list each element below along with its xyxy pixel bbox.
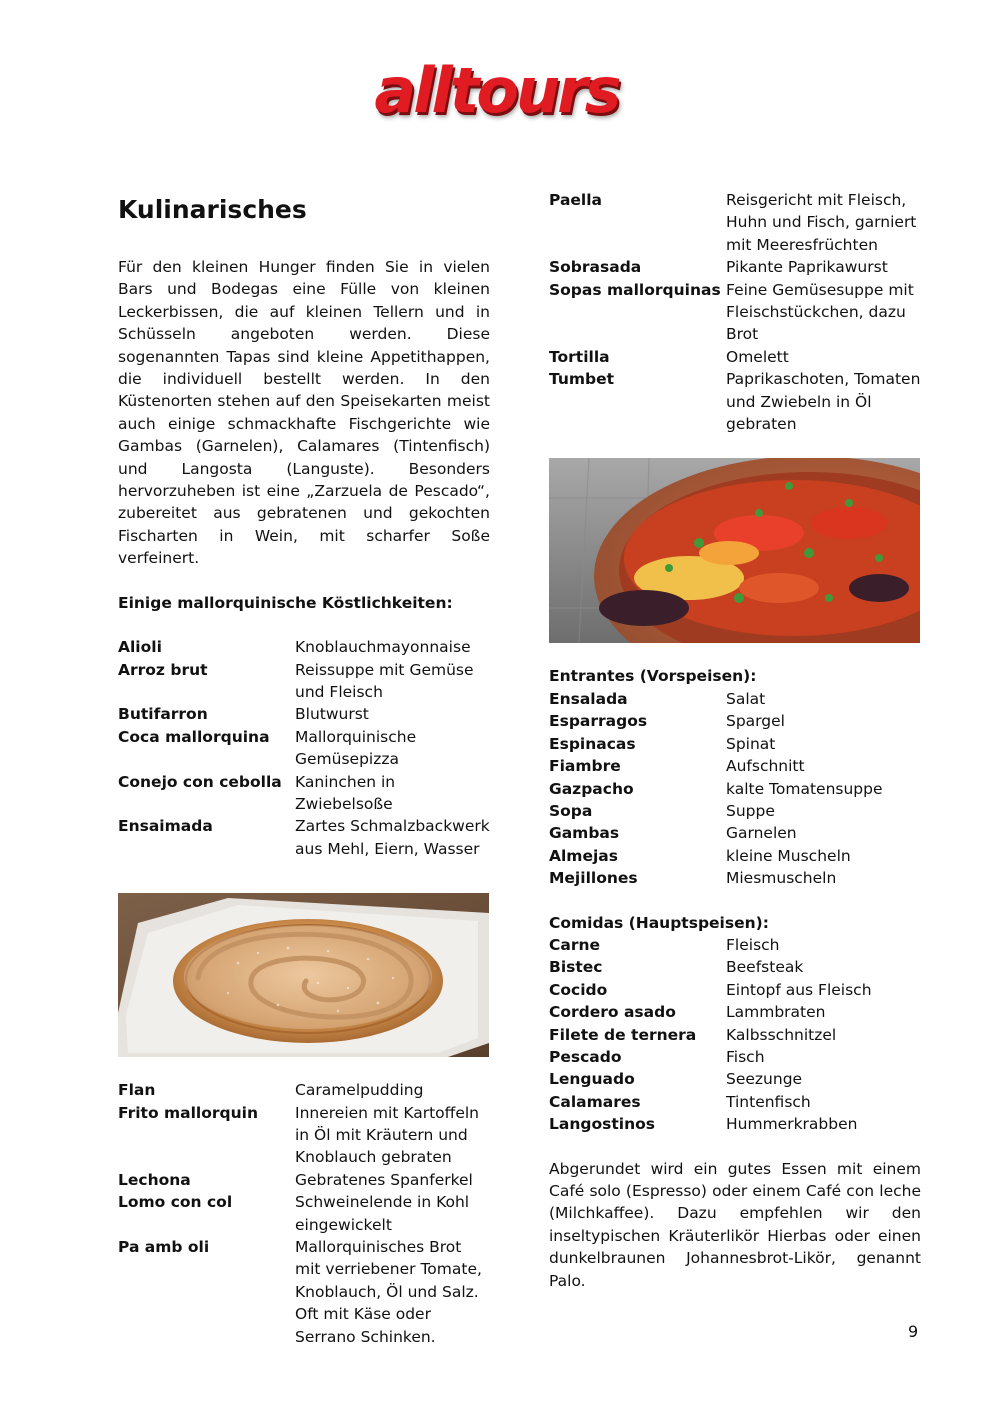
glossary-description: Schweinelende in Kohl eingewickelt [295, 1193, 470, 1234]
glossary-row [549, 688, 921, 710]
mains-table [549, 934, 921, 1136]
intro-paragraph: Für den kleinen Hunger finden Sie in vielen Bars und Bodegas eine Fülle von kleinen Leckerbissen, die auf kleinen Tellern und in Schüsseln angeboten werden. Diese sogenannten Tapas sind kleine Appetithappen, die individuell bestellt werden. In den Küstenorten stehen auf den Speisekarten meist auch einige schmackhafte Fischgerichte wie Gambas (Garnelen), Calamares (Tintenfisch) und Langosta (Languste). Besonders hervorzuheben ist eine „Zarzuela de Pescado“, zubereitet aus gebratenen und gekochten Fischarten in Wein, mit scharfer Soße verfeinert. [118, 258, 490, 568]
glossary-term: Lenguado [549, 1070, 635, 1089]
glossary-description: Zartes Schmalzbackwerk aus Mehl, Eiern, Wasser [295, 817, 490, 858]
glossary-row [549, 822, 921, 844]
glossary-description: Reisgericht mit Fleisch, Huhn und Fisch, garniert mit Meeresfrüchten [726, 191, 917, 254]
glossary-row [549, 845, 921, 867]
page-number: 9 [908, 1322, 919, 1341]
glossary-description: Aufschnitt [726, 757, 805, 776]
glossary-description: Paprikaschoten, Tomaten und Zwiebeln in Öl gebraten [726, 370, 921, 434]
glossary-description: Eintopf aus Fleisch [726, 980, 872, 999]
glossary-term: Flan [118, 1081, 156, 1100]
glossary-row [118, 1169, 490, 1191]
glossary-description: Kalbsschnitzel [726, 1025, 837, 1044]
glossary-description: Reissuppe mit Gemüse und Fleisch [295, 660, 474, 701]
glossary-description: Salat [726, 689, 766, 708]
delicacies-heading: Einige mallorquinische Köstlichkeiten: [118, 593, 453, 612]
glossary-row [549, 279, 921, 346]
glossary-term: Cocido [549, 980, 608, 999]
glossary-row [118, 815, 490, 860]
glossary-description: Suppe [726, 801, 775, 820]
right-column [549, 189, 921, 1292]
glossary-term: Gazpacho [549, 779, 634, 798]
glossary-description: Spargel [726, 712, 785, 731]
glossary-description: Fleisch [726, 935, 780, 954]
glossary-term: Frito mallorquin [118, 1103, 259, 1122]
glossary-table-c [549, 189, 921, 435]
glossary-description: Seezunge [726, 1070, 803, 1089]
glossary-term: Ensalada [549, 689, 628, 708]
glossary-term: Gambas [549, 824, 620, 843]
glossary-row [549, 189, 921, 256]
glossary-description: Pikante Paprikawurst [726, 258, 888, 277]
left-column [118, 190, 490, 1348]
glossary-row [549, 1046, 921, 1068]
glossary-term: Lechona [118, 1170, 191, 1189]
glossary-term: Esparragos [549, 712, 648, 731]
glossary-description: kleine Muscheln [726, 846, 851, 865]
glossary-row [549, 256, 921, 278]
glossary-description: kalte Tomatensuppe [726, 779, 883, 798]
glossary-term: Paella [549, 191, 603, 209]
glossary-description: Spinat [726, 734, 776, 753]
glossary-description: Tintenfisch [726, 1092, 811, 1111]
glossary-row [549, 934, 921, 956]
glossary-description: Kaninchen in Zwiebelsoße [295, 772, 396, 813]
glossary-row [549, 1001, 921, 1023]
glossary-term: Lomo con col [118, 1193, 233, 1212]
glossary-row [118, 703, 490, 725]
glossary-row [549, 755, 921, 777]
glossary-row [549, 867, 921, 889]
glossary-row [118, 1102, 490, 1169]
glossary-row [118, 1191, 490, 1236]
glossary-term: Tumbet [549, 370, 615, 389]
glossary-row [118, 726, 490, 771]
glossary-row [549, 979, 921, 1001]
mains-heading: Comidas (Hauptspeisen): [549, 913, 769, 932]
glossary-row [118, 1236, 490, 1348]
glossary-term: Sopas mallorquinas [549, 280, 721, 299]
glossary-row [549, 346, 921, 368]
glossary-description: Gebratenes Spanferkel [295, 1170, 473, 1189]
starters-table [549, 688, 921, 890]
glossary-description: Fisch [726, 1047, 765, 1066]
glossary-term: Filete de ternera [549, 1025, 697, 1044]
glossary-row [549, 956, 921, 978]
logo-wordmark: alltours [374, 54, 619, 127]
glossary-term: Butifarron [118, 705, 208, 724]
glossary-row [118, 636, 490, 658]
glossary-row [549, 1024, 921, 1046]
glossary-term: Tortilla [549, 347, 610, 366]
glossary-description: Lammbraten [726, 1003, 826, 1022]
glossary-term: Alioli [118, 638, 162, 657]
glossary-row [118, 659, 490, 704]
glossary-description: Omelett [726, 347, 789, 366]
glossary-term: Carne [549, 935, 601, 954]
glossary-row [549, 368, 921, 435]
glossary-description: Mallorquinische Gemüsepizza [295, 727, 417, 769]
ensaimada-photo [118, 893, 489, 1057]
glossary-row [549, 1091, 921, 1113]
glossary-table-a [118, 636, 490, 860]
glossary-description: Innereien mit Kartoffeln in Öl mit Kräutern und Knoblauch gebraten [295, 1103, 479, 1167]
glossary-term: Calamares [549, 1092, 641, 1111]
glossary-description: Garnelen [726, 824, 797, 843]
page-title: Kulinarisches [118, 195, 307, 224]
glossary-term: Almejas [549, 846, 618, 865]
glossary-term: Arroz brut [118, 660, 208, 679]
glossary-term: Fiambre [549, 757, 621, 776]
glossary-description: Feine Gemüsesuppe mit Fleischstückchen, dazu Brot [726, 280, 914, 344]
glossary-row [549, 733, 921, 755]
glossary-term: Espinacas [549, 734, 636, 753]
tumbet-photo [549, 458, 920, 643]
glossary-description: Hummerkrabben [726, 1115, 858, 1134]
glossary-row [549, 1113, 921, 1135]
outro-paragraph: Abgerundet wird ein gutes Essen mit einem Café solo (Espresso) oder einem Café con leche (Milchkaffee). Dazu empfehlen wir den inseltypischen Kräuterlikör Hierbas oder einen dunkelbraunen Johannesbrot-Likör, genannt Palo. [549, 1159, 921, 1290]
alltours-logo [0, 54, 993, 127]
glossary-term: Mejillones [549, 869, 638, 888]
glossary-row [118, 1079, 490, 1101]
glossary-term: Pescado [549, 1047, 622, 1066]
glossary-row [549, 800, 921, 822]
glossary-row [118, 771, 490, 816]
glossary-description: Caramelpudding [295, 1081, 424, 1100]
glossary-table-b [118, 1079, 490, 1348]
glossary-description: Knoblauchmayonnaise [295, 638, 471, 657]
glossary-row [549, 1068, 921, 1090]
glossary-term: Sopa [549, 801, 593, 820]
glossary-description: Mallorquinisches Brot mit verriebener Tomate, Knoblauch, Öl und Salz. Oft mit Käse oder Serrano Schinken. [295, 1238, 482, 1346]
glossary-row [549, 710, 921, 732]
glossary-term: Sobrasada [549, 258, 642, 277]
glossary-term: Langostinos [549, 1115, 655, 1134]
glossary-description: Blutwurst [295, 705, 369, 724]
glossary-term: Conejo con cebolla [118, 772, 282, 791]
glossary-term: Ensaimada [118, 817, 213, 836]
glossary-term: Bistec [549, 958, 603, 977]
glossary-term: Pa amb oli [118, 1238, 210, 1256]
starters-heading: Entrantes (Vorspeisen): [549, 667, 757, 686]
glossary-term: Cordero asado [549, 1003, 676, 1022]
glossary-description: Beefsteak [726, 958, 804, 977]
glossary-term: Coca mallorquina [118, 727, 270, 746]
glossary-description: Miesmuscheln [726, 869, 837, 888]
glossary-row [549, 778, 921, 800]
